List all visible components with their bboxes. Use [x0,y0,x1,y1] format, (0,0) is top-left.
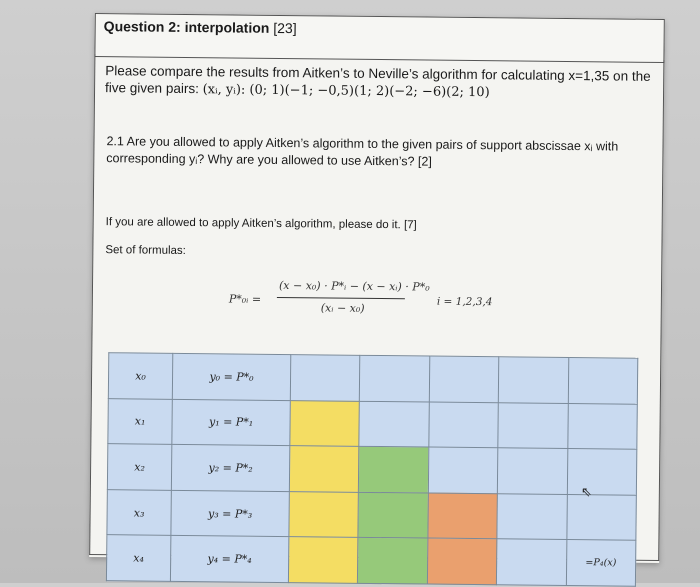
empty-cell [429,402,499,448]
y-cell: y₁ = P*₁ [172,399,290,446]
table-row [108,398,637,449]
aitken-table [106,352,638,587]
formula-range: i = 1,2,3,4 [436,295,493,309]
empty-cell [428,447,498,493]
cursor-icon: ⇖ [580,484,592,500]
y-cell: y₄ = P*₄ [170,536,288,583]
empty-cell [566,494,636,540]
p0123-cell [428,493,498,539]
empty-cell [567,403,637,449]
table-row [107,444,636,495]
result-cell: =P₄(x) [566,540,636,586]
empty-cell [568,358,638,404]
question-2-1: 2.1 Are you allowed to apply Aitken’s algorithm to the given pairs of support abscissae xᵢ with corresponding yᵢ? Why are you allowed to use Aitken’s? [2] [106,134,619,169]
p012-cell [359,447,429,493]
table-row [107,489,636,540]
empty-cell [498,357,568,403]
p0124-cell [427,538,497,584]
p01-cell [290,400,360,446]
x-cell: x₃ [107,489,171,535]
p02-cell [289,446,359,492]
p04-cell [288,537,358,583]
fraction-bar [277,297,405,299]
empty-cell [497,494,567,540]
empty-cell [498,402,568,448]
x-cell: x₁ [108,398,172,444]
empty-cell [497,539,567,585]
empty-cell [359,401,429,447]
table-row [106,535,635,586]
formula-denominator: (xᵢ − x₀) [320,301,365,315]
p013-cell [358,492,428,538]
empty-cell [360,355,430,401]
y-cell: y₃ = P*₃ [171,490,289,537]
question-title [104,18,297,36]
formula-lhs: P*₀ᵢ = [228,292,262,306]
question-apply: If you are allowed to apply Aitken’s algorithm, please do it. [7] [105,216,417,232]
empty-cell [429,356,499,402]
empty-cell [567,449,637,495]
formula-label: Set of formulas: [105,244,186,257]
y-cell: y₂ = P*₂ [171,445,289,492]
formula-numerator: (x − x₀) · P*ᵢ − (x − xᵢ) · P*₀ [278,278,430,294]
empty-cell [290,355,360,401]
y-cell: y₀ = P*₀ [172,353,290,400]
title-label: Question 2: interpolation [103,18,270,36]
title-points: [23] [273,19,297,37]
p03-cell [289,491,359,537]
x-cell: x₄ [106,535,170,581]
intro-pairs: (xᵢ, yᵢ): (0; 1)(−1; −0,5)(1; 2)(−2; −6)(2; 10) [202,82,490,101]
worksheet-page [89,13,665,569]
question-body [89,54,664,569]
x-cell: x₀ [108,353,172,399]
p014-cell [358,538,428,584]
x-cell: x₂ [107,444,171,490]
intro-text [105,62,653,103]
table-row [108,353,637,404]
empty-cell [498,448,568,494]
intro-line: Please compare the results from Aitken’s to Neville’s algorithm for calculating x=1,35 on the five given pairs: [105,63,651,97]
